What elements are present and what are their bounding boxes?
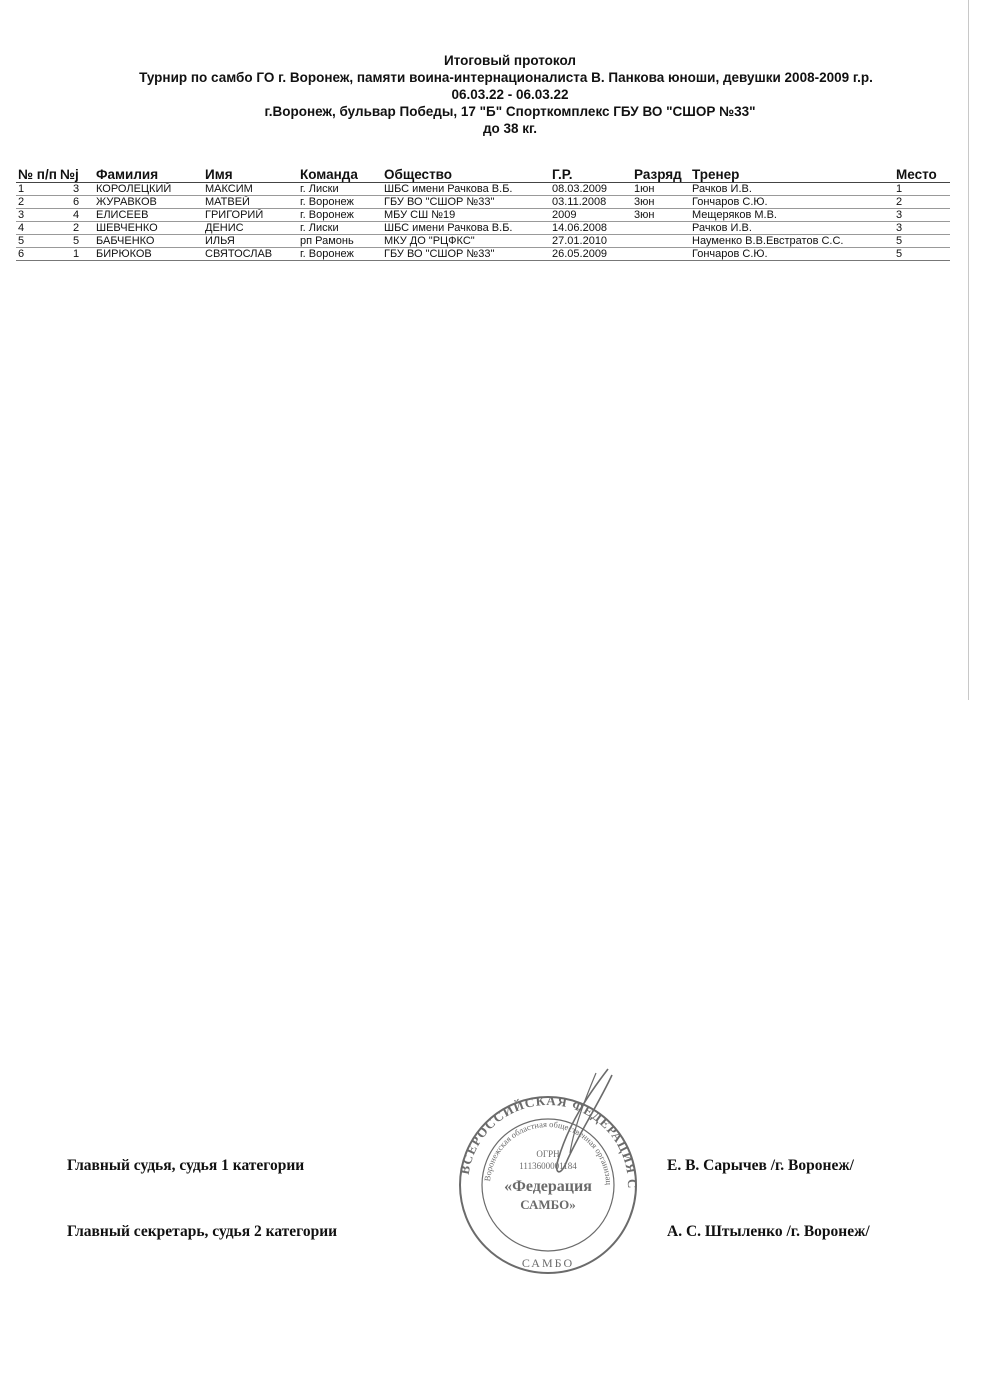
cell-team: г. Воронеж xyxy=(298,209,382,222)
cell-name: МАТВЕЙ xyxy=(203,196,298,209)
cell-name: ИЛЬЯ xyxy=(203,235,298,248)
results-table xyxy=(16,164,950,261)
document-header xyxy=(0,52,1000,137)
cell-place: 3 xyxy=(894,222,950,235)
cell-rank xyxy=(632,222,690,235)
cell-society: ГБУ ВО "СШОР №33" xyxy=(382,248,550,261)
col-header-surname: Фамилия xyxy=(94,164,203,183)
col-header-number: № п/п xyxy=(16,164,58,183)
cell-draw-number: 5 xyxy=(58,235,94,248)
cell-draw-number: 1 xyxy=(58,248,94,261)
cell-surname: ЖУРАВКОВ xyxy=(94,196,203,209)
protocol-title: Итоговый протокол xyxy=(443,53,576,68)
chief-secretary-role: Главный секретарь, судья 2 категории xyxy=(67,1223,338,1240)
stamp-outer-text: ВСЕРОССИЙСКАЯ ФЕДЕРАЦИЯ С xyxy=(456,1092,641,1189)
cell-team: г. Лиски xyxy=(298,183,382,196)
table-row xyxy=(16,209,950,222)
cell-coach: Рачков И.В. xyxy=(690,183,894,196)
col-header-rank: Разряд xyxy=(632,164,690,183)
tournament-location: г.Воронеж, бульвар Победы, 17 "Б" Спорткомплекс ГБУ ВО "СШОР №33" xyxy=(264,104,756,119)
cell-coach: Науменко В.В.Евстратов С.С. xyxy=(690,235,894,248)
cell-birth-date: 2009 xyxy=(550,209,632,222)
cell-number: 3 xyxy=(16,209,58,222)
cell-name: СВЯТОСЛАВ xyxy=(203,248,298,261)
table-row xyxy=(16,183,950,196)
chief-judge-name: Е. В. Сарычев /г. Воронеж/ xyxy=(667,1157,854,1174)
cell-name: ДЕНИС xyxy=(203,222,298,235)
col-header-team: Команда xyxy=(298,164,382,183)
stamp-ogrn-label: ОГРН xyxy=(536,1149,560,1159)
cell-society: ШБС имени Рачкова В.Б. xyxy=(382,183,550,196)
cell-number: 2 xyxy=(16,196,58,209)
col-header-place: Место xyxy=(894,164,950,183)
cell-number: 5 xyxy=(16,235,58,248)
cell-surname: ЕЛИСЕЕВ xyxy=(94,209,203,222)
cell-birth-date: 08.03.2009 xyxy=(550,183,632,196)
cell-birth-date: 03.11.2008 xyxy=(550,196,632,209)
stamp-center-line1: «Федерация xyxy=(504,1178,592,1195)
cell-number: 1 xyxy=(16,183,58,196)
cell-number: 4 xyxy=(16,222,58,235)
cell-team: рп Рамонь xyxy=(298,235,382,248)
tournament-name: Турнир по самбо ГО г. Воронеж, памяти воина-интернационалиста В. Панкова юноши, девушки 2008-2009 г.р. xyxy=(139,70,873,85)
cell-rank: 1юн xyxy=(632,183,690,196)
table-row xyxy=(16,196,950,209)
cell-society: МБУ СШ №19 xyxy=(382,209,550,222)
cell-society: ШБС имени Рачкова В.Б. xyxy=(382,222,550,235)
stamp-inner-text: Воронежская областная общественная организац xyxy=(482,1118,615,1186)
col-header-name: Имя xyxy=(203,164,298,183)
stamp-bottom-text: САМБО xyxy=(521,1256,575,1270)
cell-place: 2 xyxy=(894,196,950,209)
cell-number: 6 xyxy=(16,248,58,261)
col-header-birth-date: Г.Р. xyxy=(550,164,632,183)
cell-rank xyxy=(632,248,690,261)
cell-place: 1 xyxy=(894,183,950,196)
table-row xyxy=(16,248,950,261)
cell-coach: Рачков И.В. xyxy=(690,222,894,235)
federation-stamp xyxy=(448,1065,648,1290)
table-row xyxy=(16,235,950,248)
table-header-row xyxy=(16,164,950,183)
cell-name: ГРИГОРИЙ xyxy=(203,209,298,222)
cell-birth-date: 27.01.2010 xyxy=(550,235,632,248)
cell-coach: Гончаров С.Ю. xyxy=(690,196,894,209)
cell-rank: 3юн xyxy=(632,196,690,209)
cell-birth-date: 14.06.2008 xyxy=(550,222,632,235)
table-row xyxy=(16,222,950,235)
weight-category: до 38 кг. xyxy=(482,121,538,136)
cell-surname: БАБЧЕНКО xyxy=(94,235,203,248)
col-header-society: Общество xyxy=(382,164,550,183)
cell-team: г. Лиски xyxy=(298,222,382,235)
cell-society: МКУ ДО "РЦФКС" xyxy=(382,235,550,248)
cell-society: ГБУ ВО "СШОР №33" xyxy=(382,196,550,209)
cell-draw-number: 3 xyxy=(58,183,94,196)
cell-team: г. Воронеж xyxy=(298,248,382,261)
stamp-center-line2: САМБО» xyxy=(520,1197,576,1212)
cell-surname: КОРОЛЕЦКИЙ xyxy=(94,183,203,196)
cell-draw-number: 6 xyxy=(58,196,94,209)
cell-place: 5 xyxy=(894,235,950,248)
cell-team: г. Воронеж xyxy=(298,196,382,209)
stamp-ogrn: 1113600001184 xyxy=(519,1161,577,1171)
col-header-draw-number: №j xyxy=(58,164,94,183)
cell-name: МАКСИМ xyxy=(203,183,298,196)
cell-surname: БИРЮКОВ xyxy=(94,248,203,261)
chief-secretary-name: А. С. Штыленко /г. Воронеж/ xyxy=(667,1223,870,1240)
cell-rank: 3юн xyxy=(632,209,690,222)
cell-place: 5 xyxy=(894,248,950,261)
chief-judge-role: Главный судья, судья 1 категории xyxy=(67,1157,305,1174)
cell-place: 3 xyxy=(894,209,950,222)
cell-draw-number: 2 xyxy=(58,222,94,235)
col-header-coach: Тренер xyxy=(690,164,894,183)
tournament-dates: 06.03.22 - 06.03.22 xyxy=(451,87,569,102)
cell-birth-date: 26.05.2009 xyxy=(550,248,632,261)
cell-coach: Гончаров С.Ю. xyxy=(690,248,894,261)
cell-surname: ШЕВЧЕНКО xyxy=(94,222,203,235)
cell-draw-number: 4 xyxy=(58,209,94,222)
cell-rank xyxy=(632,235,690,248)
cell-coach: Мещеряков М.В. xyxy=(690,209,894,222)
